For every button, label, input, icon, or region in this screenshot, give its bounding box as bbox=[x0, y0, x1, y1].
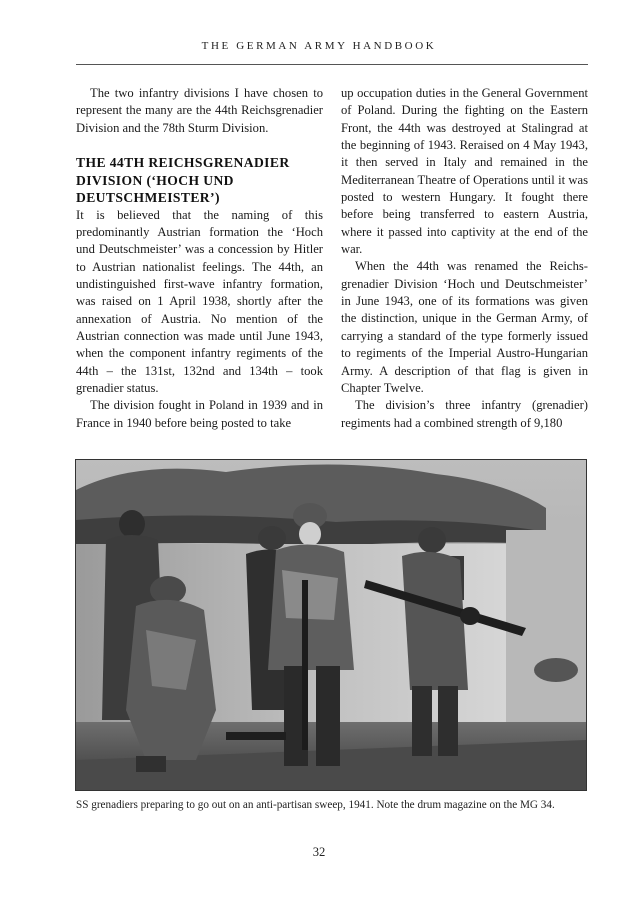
body-paragraph: The division’s three infantry (grenadier) regiments had a combined strength of 9,180 bbox=[341, 398, 588, 430]
intro-paragraph: The two infantry divisions I have chosen to represent the many are the 44th Reichsgrenadier Division and the 78th Sturm Division. bbox=[76, 86, 323, 135]
page-number: 32 bbox=[312, 845, 326, 859]
right-column bbox=[341, 85, 588, 432]
section-heading: THE 44TH REICHSGRENADIER DIVISION (‘HOCH UND DEUTSCHMEISTER’) bbox=[76, 155, 290, 206]
body-paragraph: up occupation duties in the General Government of Poland. During the fighting on the Eastern Front, the 44th was destroyed at Stalingrad at the beginning of 1943. Reraised on 4 May 1943, it then served in Italy and remained in the Mediterranean Theatre of Operations until it was posted to western Hungary. It fought there before being transferred to eastern Austria, where it passed into captivity at the end of the war. bbox=[341, 86, 588, 257]
body-paragraph: When the 44th was renamed the Reichsgrenadier Division ‘Hoch und Deutschmeister’ in June 1943, one of its formations was given the distinction, unique in the German Army, of carrying a standard of the type formerly issued to regiments of the Imperial Austro-Hungarian Army. A description of that flag is given in Chapter Twelve. bbox=[341, 259, 588, 395]
photograph-illustration bbox=[76, 460, 586, 790]
historical-photograph bbox=[75, 459, 587, 791]
running-head: THE GERMAN ARMY HANDBOOK bbox=[201, 40, 437, 52]
header-rule bbox=[76, 64, 588, 65]
body-paragraph: The division fought in Poland in 1939 and in France in 1940 before being posted to take bbox=[76, 398, 323, 430]
body-paragraph: It is believed that the naming of this predominantly Austrian formation the ‘Hoch und Deutschmeister’ was a concession by Hitler to Austrian nationalist feelings. The 44th, an undistinguished first-wave infantry formation, was raised on 1 April 1938, shortly after the annexation of Austria. No mention of the Austrian connection was made until June 1943, when the component infantry regiments of the 44th – the 131st, 132nd and 134th – took grenadier status. bbox=[76, 207, 323, 395]
left-column bbox=[76, 85, 323, 432]
photo-caption: SS grenadiers preparing to go out on an anti-partisan sweep, 1941. Note the drum magazine on the MG 34. bbox=[76, 799, 555, 811]
